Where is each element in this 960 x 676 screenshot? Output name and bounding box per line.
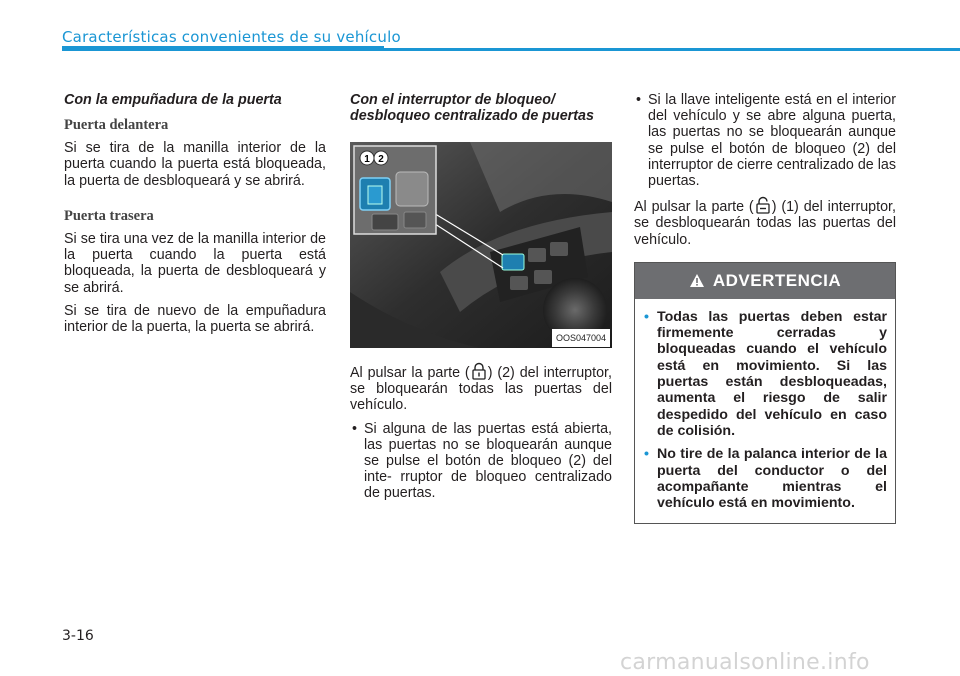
page-header: [62, 26, 960, 52]
door-panel-illustration: [350, 142, 612, 348]
warning-item: • Todas las puertas deben estar firmemente cerradas y bloqueadas cuando el vehículo está en movimiento. Si las puertas están desbloqueadas, aumenta el riesgo de salir despedido del vehículo en caso de colisión.: [643, 309, 887, 439]
lock-paragraph-end: ) (2) del interruptor, se bloquearán todas las puertas del vehículo.: [350, 365, 613, 414]
warning-triangle-icon: [689, 273, 705, 288]
warning-title: ADVERTENCIA: [712, 270, 842, 290]
front-door-text: Si se tira de la manilla interior de la puerta cuando la puerta está bloqueada, la puerta de desbloqueará y se abrirá.: [64, 140, 326, 189]
unlock-paragraph: [634, 196, 896, 248]
watermark: carmanualsonline.info: [620, 650, 870, 675]
unlock-paragraph-start: Al pulsar la parte (: [634, 199, 754, 216]
header-rule-accent: [62, 46, 384, 51]
warning-item: • No tire de la palanca interior de la puerta del conductor o del acompañante mientras el vehículo está en movimiento.: [643, 446, 887, 511]
lock-paragraph-start: Al pulsar la parte (: [350, 365, 470, 381]
callout-2: 2: [378, 154, 384, 165]
unlock-paragraph-end: ) (1) del interruptor, se desbloquearán todas las puertas del vehículo.: [634, 199, 897, 248]
rear-door-heading: Puerta trasera: [64, 207, 154, 224]
column-3: [634, 92, 896, 524]
central-lock-heading: Con el interruptor de bloqueo/ desbloqueo centralizado de puertas: [350, 92, 594, 124]
section-title: Características convenientes de su vehículo: [62, 28, 401, 46]
open-door-bullet: • Si alguna de las puertas está abierta, las puertas no se bloquearán aunque se pulse el botón de bloqueo (2) del inte- rruptor de bloqueo centralizado de puertas.: [350, 421, 612, 502]
warning-body: [635, 299, 895, 524]
warning-box: [634, 262, 896, 525]
door-switch-figure: [350, 142, 612, 348]
column-1: [64, 92, 326, 342]
figure-caption: OOS047004: [552, 329, 610, 347]
rear-door-text-2: Si se tira de nuevo de la empuñadura interior de la puerta, la puerta se abrirá.: [64, 302, 326, 336]
column-2: [350, 92, 612, 509]
warning-header: [635, 263, 895, 299]
front-door-heading: Puerta delantera: [64, 117, 169, 133]
lock-paragraph: [350, 362, 612, 414]
unlock-icon: [754, 196, 772, 214]
smart-key-bullet: • Si la llave inteligente está en el interior del vehículo y se abre alguna puerta, las puertas no se bloquearán aunque se pulse el botón de bloqueo (2) del interruptor de cierre centralizado de las puertas.: [634, 92, 896, 189]
door-handle-heading: Con la empuñadura de la puerta: [64, 92, 282, 108]
lock-icon: [470, 362, 488, 380]
rear-door-text-1: Si se tira una vez de la manilla interior de la puerta cuando la puerta está bloqueada, la puerta de desbloqueará y se abrirá.: [64, 231, 326, 296]
page-number: 3-16: [62, 628, 94, 644]
callout-1: 1: [364, 154, 370, 165]
